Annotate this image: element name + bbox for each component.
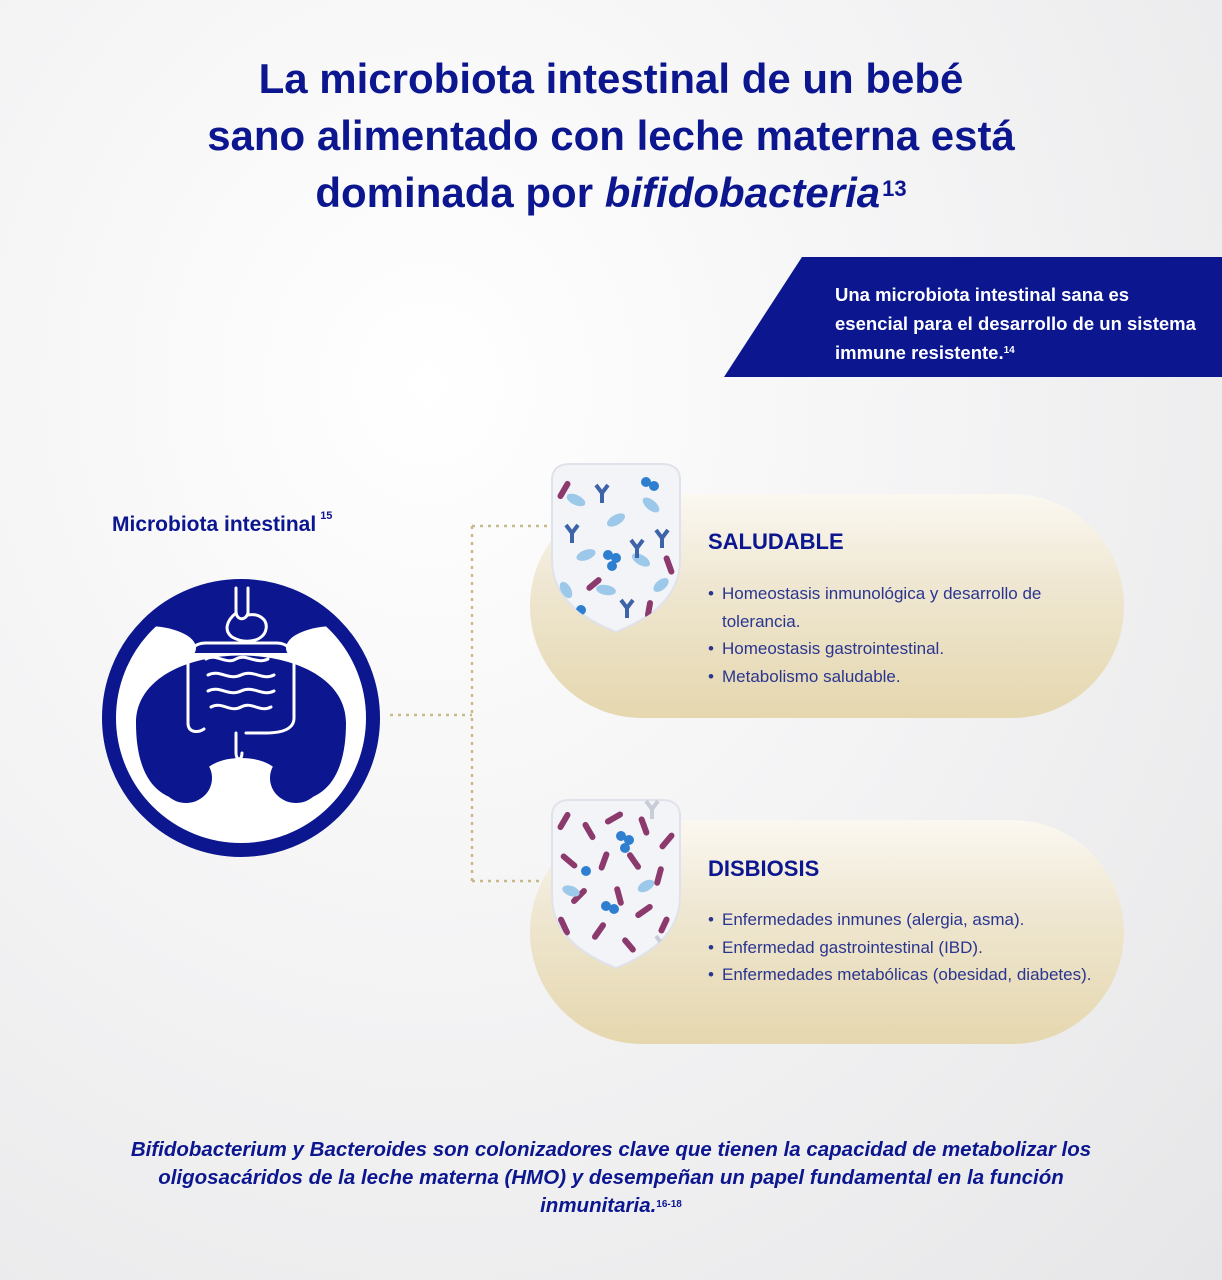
dysbiosis-bacteria-shield-icon bbox=[546, 796, 686, 972]
highlight-banner-text bbox=[835, 280, 1205, 367]
healthy-list bbox=[708, 580, 1103, 690]
list-item: • Enfermedades metabólicas (obesidad, diabetes). bbox=[708, 965, 1092, 984]
dysbiosis-item-text: Enfermedad gastrointestinal (IBD). bbox=[722, 937, 983, 957]
microbiota-reference: 15 bbox=[320, 510, 333, 522]
page-title bbox=[60, 50, 1162, 221]
list-item: • Homeostasis inmunológica y desarrollo de tolerancia. bbox=[708, 584, 1042, 631]
healthy-item-text: Homeostasis gastrointestinal. bbox=[722, 639, 945, 658]
title-line-1: La microbiota intestinal de un bebé bbox=[258, 55, 964, 102]
healthy-item-text: Homeostasis inmunológica y desarrollo de tolerancia. bbox=[722, 584, 1042, 631]
dysbiosis-item-text: Enfermedades inmunes (alergia, asma). bbox=[722, 910, 1025, 929]
list-item: • Enfermedad gastrointestinal (IBD). bbox=[708, 937, 983, 957]
healthy-bacteria-shield-icon bbox=[546, 460, 686, 636]
connector-lines bbox=[380, 500, 560, 900]
title-italic-term: bifidobacteria bbox=[604, 169, 881, 216]
microbiota-label-text: Microbiota intestinal bbox=[112, 513, 317, 536]
title-line-2: sano alimentado con leche materna está bbox=[207, 112, 1015, 159]
baby-intestine-icon bbox=[96, 573, 386, 863]
microbiota-label bbox=[112, 510, 333, 537]
healthy-title: SALUDABLE bbox=[708, 529, 844, 554]
banner-text: Una microbiota intestinal sana es esencial para el desarrollo de un sistema immune resistente. bbox=[835, 284, 1196, 363]
title-line-3-prefix: dominada por bbox=[315, 169, 605, 216]
footer-note bbox=[100, 1136, 1122, 1220]
list-item: • Enfermedades inmunes (alergia, asma). bbox=[708, 910, 1025, 929]
healthy-item-text: Metabolismo saludable. bbox=[722, 666, 901, 686]
dysbiosis-list bbox=[708, 906, 1103, 989]
footer-text: Bifidobacterium y Bacteroides son colonizadores clave que tienen la capacidad de metabolizar los oligosacáridos de la leche materna (HMO) y desempeñan un papel fundamental en la función inmunitaria. bbox=[130, 1138, 1092, 1217]
footer-reference: 16-18 bbox=[656, 1199, 682, 1210]
dysbiosis-item-text: Enfermedades metabólicas (obesidad, diabetes). bbox=[722, 965, 1092, 984]
banner-reference: 14 bbox=[1003, 345, 1015, 356]
list-item: • Metabolismo saludable. bbox=[708, 666, 901, 686]
title-reference: 13 bbox=[882, 176, 907, 201]
dysbiosis-title: DISBIOSIS bbox=[708, 856, 820, 881]
list-item: • Homeostasis gastrointestinal. bbox=[708, 639, 945, 658]
